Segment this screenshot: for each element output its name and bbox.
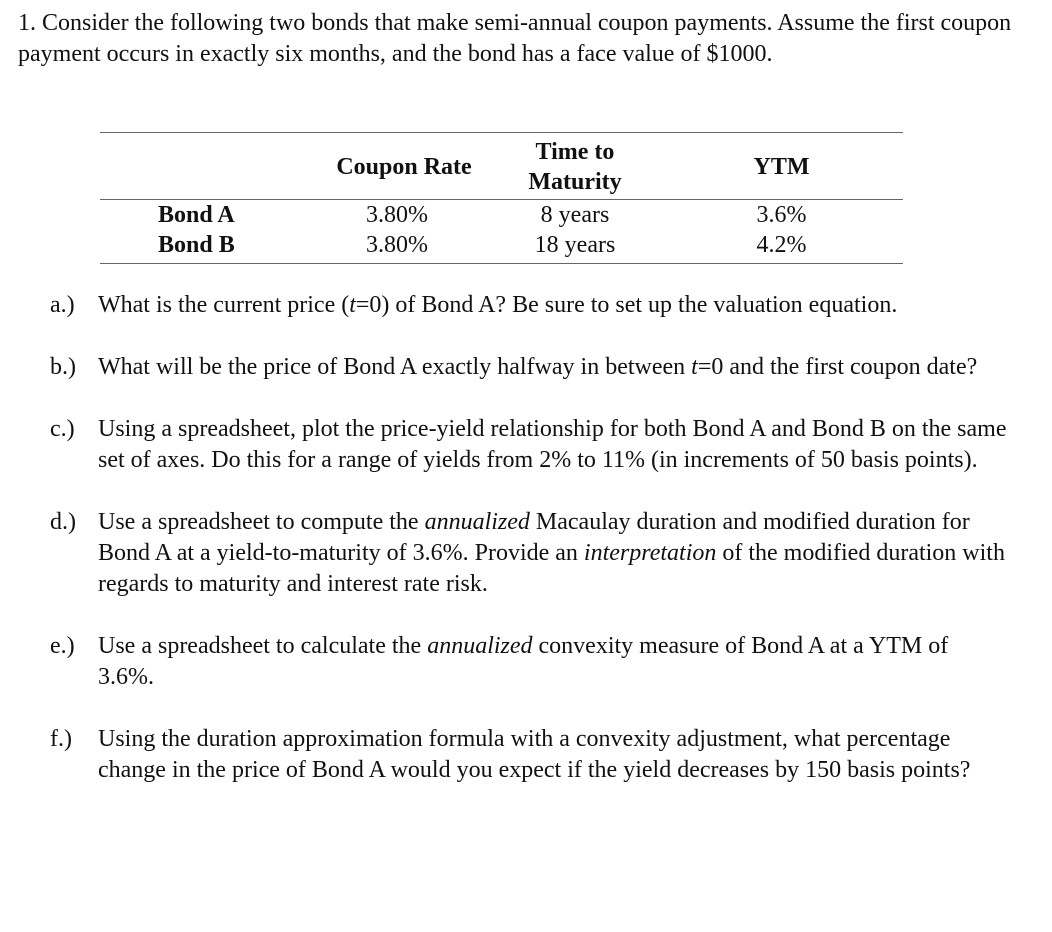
bond-name: Bond B <box>158 232 235 258</box>
text-run: convexity measure of Bond A at a YTM of 3.6%. <box>98 633 949 690</box>
text-run: What is the current price ( <box>98 292 350 318</box>
bond-table-header <box>100 133 903 200</box>
question-text <box>98 633 948 690</box>
text-run: =0 and the first coupon date? <box>697 354 978 380</box>
text-run: Use a spreadsheet to calculate the <box>98 633 428 659</box>
bond-table <box>100 132 903 264</box>
question-d <box>50 507 1010 600</box>
text-run-italic: annualized <box>427 633 533 659</box>
question-b <box>50 352 1010 383</box>
header-time-line1: Time to <box>535 139 615 165</box>
question-e <box>50 631 1010 693</box>
text-run: Use a spreadsheet to compute the <box>98 509 425 535</box>
question-label: d.) <box>50 509 76 535</box>
header-time-line2: Maturity <box>528 169 622 195</box>
problem-intro: 1. Consider the following two bonds that make semi-annual coupon payments. Assume the first coupon payment occurs in exactly six months, and the bond has a face value of $1000. <box>18 10 1012 67</box>
header-time-to-maturity <box>490 133 660 200</box>
question-label: a.) <box>50 292 75 318</box>
ytm-value: 3.6% <box>756 202 807 228</box>
text-run-italic: interpretation <box>583 540 717 566</box>
text-run: =0) of Bond A? Be sure to set up the valuation equation. <box>355 292 898 318</box>
question-label: e.) <box>50 633 75 659</box>
text-run-italic: t <box>349 292 356 318</box>
question-label: f.) <box>50 726 72 752</box>
header-ytm: YTM <box>753 154 810 180</box>
question-f <box>50 724 1010 786</box>
text-run-italic: annualized <box>424 509 530 535</box>
text-run: Macaulay duration and modified duration for Bond A at a yield-to-maturity of 3.6%. Provide an <box>98 509 970 566</box>
question-text <box>98 292 897 318</box>
text-run: of the modified duration with regards to maturity and interest rate risk. <box>98 540 1005 597</box>
coupon-rate: 3.80% <box>366 202 428 228</box>
question-label: b.) <box>50 354 76 380</box>
text-run-italic: t <box>691 354 698 380</box>
table-row <box>100 200 903 231</box>
question-c <box>50 414 1010 476</box>
header-bond <box>100 133 318 200</box>
question-text: Using the duration approximation formula with a convexity adjustment, what percentage change in the price of Bond A would you expect if the yield decreases by 150 basis points? <box>98 726 971 783</box>
question-text: Using a spreadsheet, plot the price-yield relationship for both Bond A and Bond B on the same set of axes. Do this for a range of yields from 2% to 11% (in increments of 50 basis points). <box>98 416 1007 473</box>
bond-name: Bond A <box>158 202 235 228</box>
ytm-value: 4.2% <box>756 232 807 258</box>
table-row <box>100 230 903 264</box>
header-coupon-rate: Coupon Rate <box>336 154 472 180</box>
coupon-rate: 3.80% <box>366 232 428 258</box>
text-run: What will be the price of Bond A exactly halfway in between <box>98 354 692 380</box>
question-text <box>98 509 1005 597</box>
time-to-maturity: 8 years <box>540 202 610 228</box>
question-label: c.) <box>50 416 75 442</box>
time-to-maturity: 18 years <box>534 232 616 258</box>
question-list <box>50 290 1010 786</box>
question-a <box>50 290 1010 321</box>
question-text <box>98 354 977 380</box>
